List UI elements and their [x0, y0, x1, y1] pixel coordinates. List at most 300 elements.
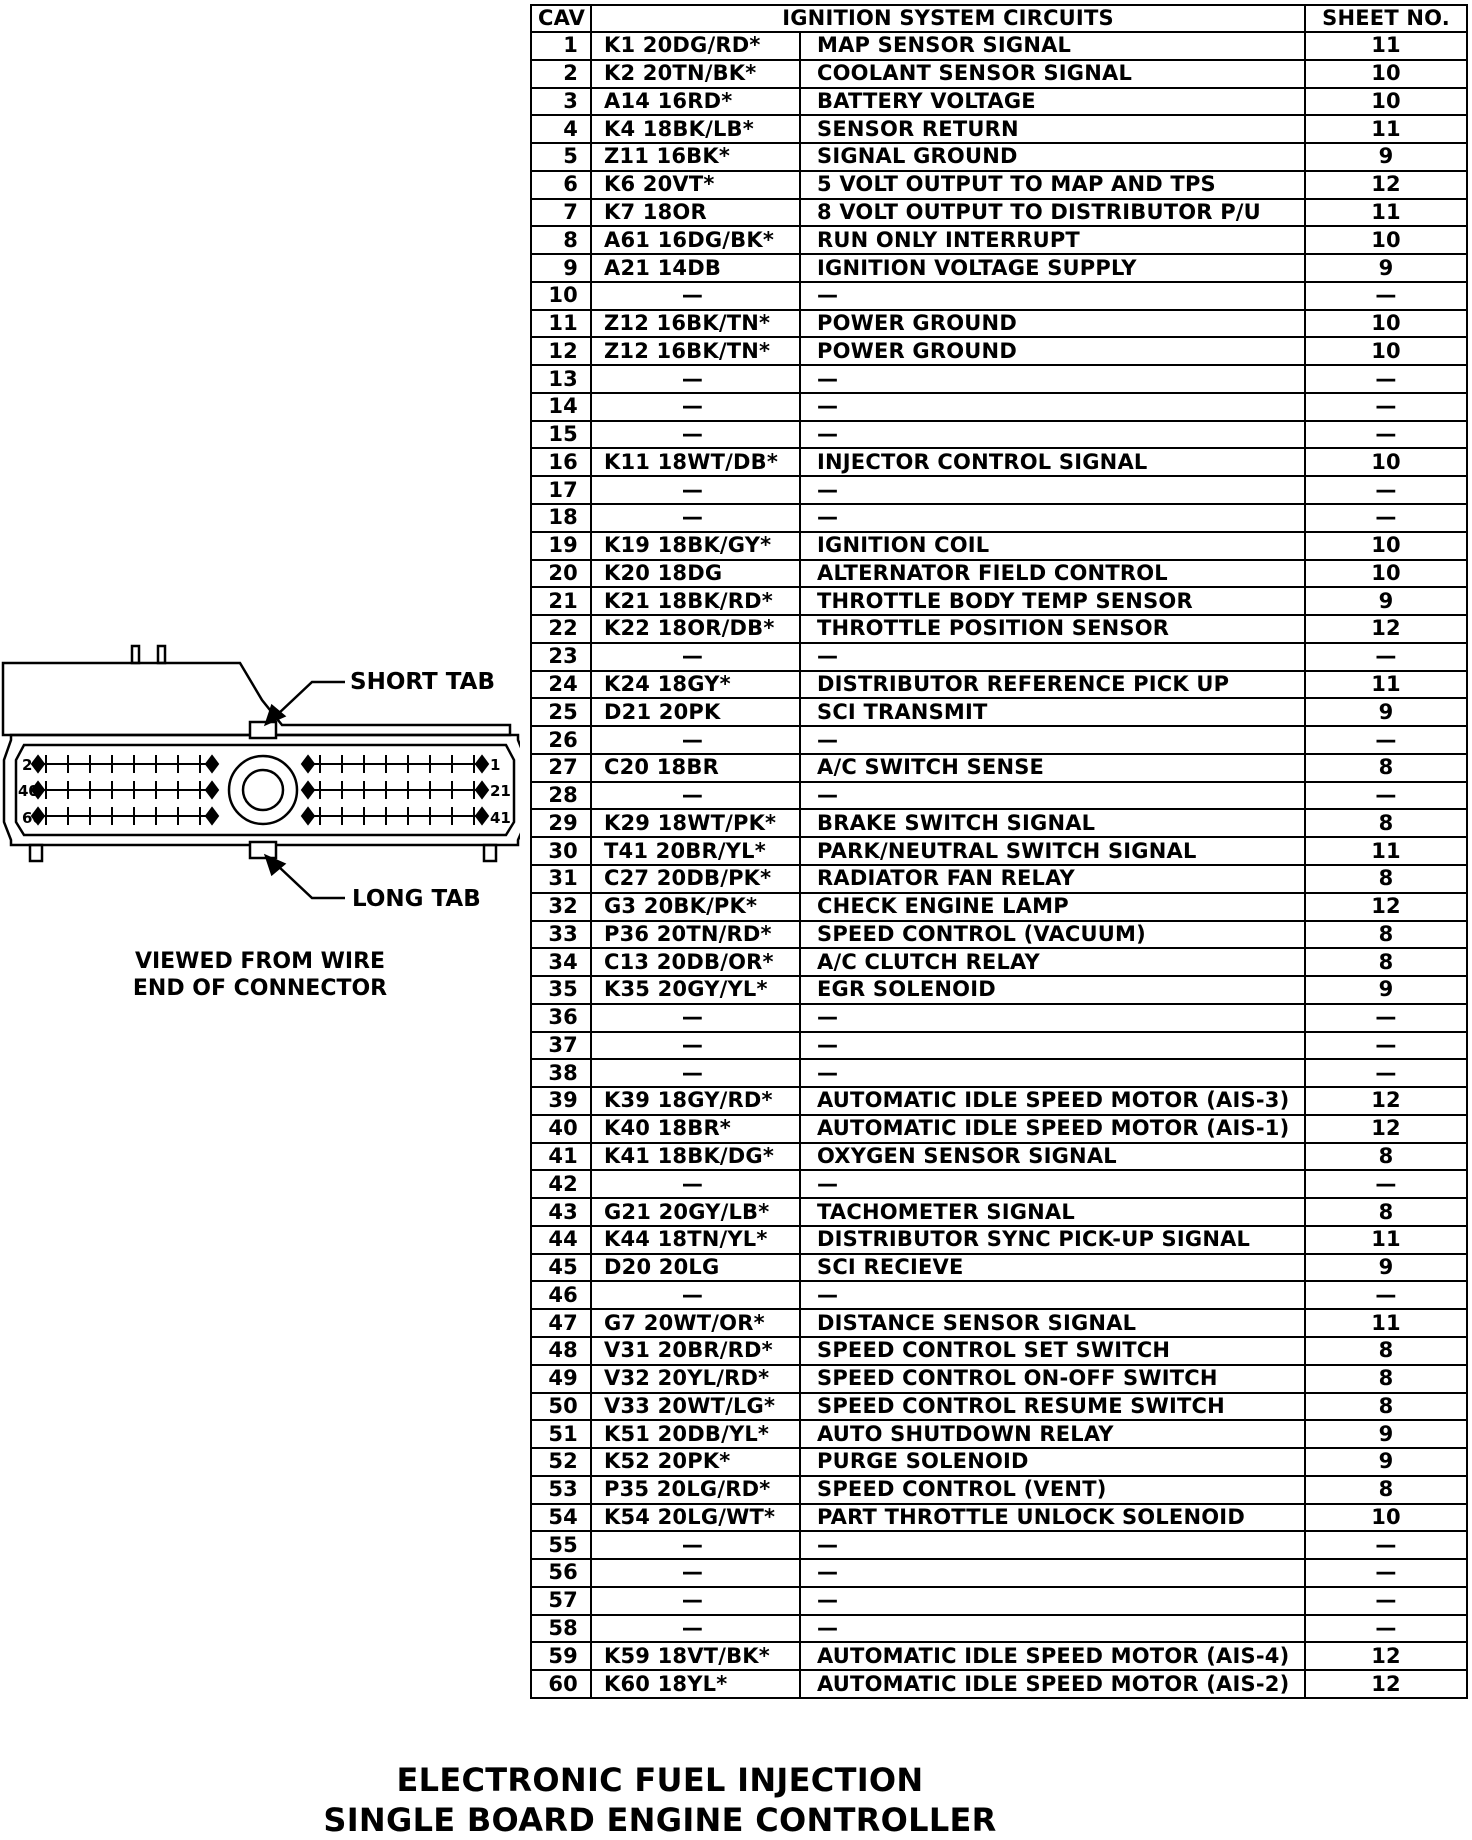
- cav-cell: 11: [531, 310, 591, 338]
- circuit-description-cell: AUTO SHUTDOWN RELAY: [800, 1420, 1305, 1448]
- circuit-description-cell: BATTERY VOLTAGE: [800, 88, 1305, 116]
- cav-cell: 4: [531, 115, 591, 143]
- sheet-number-cell: 12: [1305, 1670, 1467, 1698]
- short-tab: [250, 722, 276, 738]
- table-row: [531, 1115, 1467, 1143]
- table-row: [531, 1420, 1467, 1448]
- cav-cell: 43: [531, 1198, 591, 1226]
- wire-code-cell: G21 20GY/LB*: [591, 1198, 800, 1226]
- table-row: [531, 1559, 1467, 1587]
- sheet-number-cell: 10: [1305, 1504, 1467, 1532]
- title-line-1: ELECTRONIC FUEL INJECTION: [396, 1761, 924, 1799]
- wire-code-cell: —: [591, 1170, 800, 1198]
- table-row: [531, 504, 1467, 532]
- sheet-number-cell: —: [1305, 282, 1467, 310]
- sheet-number-cell: —: [1305, 365, 1467, 393]
- table-row: [531, 226, 1467, 254]
- circuit-description-cell: SCI RECIEVE: [800, 1254, 1305, 1282]
- table-row: [531, 1476, 1467, 1504]
- wire-code-cell: Z12 16BK/TN*: [591, 337, 800, 365]
- sheet-number-cell: 12: [1305, 171, 1467, 199]
- table-row: [531, 1198, 1467, 1226]
- pin-keyway-diamond: [302, 782, 314, 798]
- circuit-description-cell: —: [800, 643, 1305, 671]
- table-row: [531, 1143, 1467, 1171]
- short-tab-leader: [278, 682, 345, 714]
- cav-cell: 39: [531, 1087, 591, 1115]
- cav-cell: 35: [531, 976, 591, 1004]
- cav-cell: 54: [531, 1504, 591, 1532]
- sheet-number-cell: 10: [1305, 310, 1467, 338]
- pin-label-20: 20: [22, 756, 43, 774]
- circuit-description-cell: —: [800, 1615, 1305, 1643]
- sheet-number-cell: —: [1305, 476, 1467, 504]
- cav-cell: 56: [531, 1559, 591, 1587]
- circuit-description-cell: AUTOMATIC IDLE SPEED MOTOR (AIS-4): [800, 1642, 1305, 1670]
- table-row: [531, 837, 1467, 865]
- wire-code-cell: K4 18BK/LB*: [591, 115, 800, 143]
- circuit-description-cell: MAP SENSOR SIGNAL: [800, 32, 1305, 60]
- wire-code-cell: —: [591, 393, 800, 421]
- pinout-table: [530, 4, 1468, 1699]
- circuit-description-cell: A/C CLUTCH RELAY: [800, 948, 1305, 976]
- wire-code-cell: K29 18WT/PK*: [591, 809, 800, 837]
- table-row: [531, 1642, 1467, 1670]
- wire-code-cell: K6 20VT*: [591, 171, 800, 199]
- circuit-description-cell: POWER GROUND: [800, 337, 1305, 365]
- cav-cell: 53: [531, 1476, 591, 1504]
- wire-code-cell: K7 18OR: [591, 199, 800, 227]
- pin-keyway-diamond: [206, 808, 218, 824]
- sheet-number-cell: 10: [1305, 448, 1467, 476]
- pin-label-41: 41: [490, 809, 511, 827]
- cav-cell: 46: [531, 1281, 591, 1309]
- sheet-number-cell: —: [1305, 1615, 1467, 1643]
- circuit-description-cell: AUTOMATIC IDLE SPEED MOTOR (AIS-2): [800, 1670, 1305, 1698]
- circuit-description-cell: —: [800, 365, 1305, 393]
- table-row: [531, 1448, 1467, 1476]
- sheet-number-cell: 12: [1305, 1642, 1467, 1670]
- table-row: [531, 726, 1467, 754]
- cav-cell: 59: [531, 1642, 591, 1670]
- circuit-description-cell: —: [800, 1032, 1305, 1060]
- sheet-number-cell: —: [1305, 1004, 1467, 1032]
- wire-code-cell: A21 14DB: [591, 254, 800, 282]
- sheet-number-cell: 8: [1305, 921, 1467, 949]
- table-header-row: [531, 5, 1467, 32]
- table-row: [531, 1337, 1467, 1365]
- wire-code-cell: —: [591, 1059, 800, 1087]
- wire-code-cell: K2 20TN/BK*: [591, 60, 800, 88]
- circuit-description-cell: 8 VOLT OUTPUT TO DISTRIBUTOR P/U: [800, 199, 1305, 227]
- sheet-number-cell: 8: [1305, 1393, 1467, 1421]
- table-row: [531, 921, 1467, 949]
- center-boss-inner: [243, 770, 283, 810]
- housing-post: [158, 646, 165, 663]
- table-row: [531, 1004, 1467, 1032]
- table-row: [531, 254, 1467, 282]
- table-row: [531, 809, 1467, 837]
- wire-code-cell: V33 20WT/LG*: [591, 1393, 800, 1421]
- sheet-number-cell: 8: [1305, 948, 1467, 976]
- cav-cell: 9: [531, 254, 591, 282]
- circuit-description-cell: PARK/NEUTRAL SWITCH SIGNAL: [800, 837, 1305, 865]
- table-row: [531, 282, 1467, 310]
- cav-cell: 60: [531, 1670, 591, 1698]
- circuit-description-cell: BRAKE SWITCH SIGNAL: [800, 809, 1305, 837]
- circuit-description-cell: —: [800, 1587, 1305, 1615]
- cav-cell: 6: [531, 171, 591, 199]
- sheet-number-cell: 8: [1305, 809, 1467, 837]
- sheet-number-cell: 11: [1305, 115, 1467, 143]
- circuit-description-cell: SCI TRANSMIT: [800, 698, 1305, 726]
- sheet-number-cell: 10: [1305, 88, 1467, 116]
- table-row: [531, 1281, 1467, 1309]
- sheet-number-cell: 10: [1305, 226, 1467, 254]
- cav-cell: 55: [531, 1531, 591, 1559]
- wire-code-cell: C20 18BR: [591, 754, 800, 782]
- diagram-title: [300, 1760, 1020, 1840]
- circuit-description-cell: —: [800, 1059, 1305, 1087]
- wire-code-cell: D20 20LG: [591, 1254, 800, 1282]
- header-sheet: SHEET NO.: [1305, 5, 1467, 32]
- sheet-number-cell: 8: [1305, 1143, 1467, 1171]
- circuit-description-cell: —: [800, 1531, 1305, 1559]
- sheet-number-cell: 10: [1305, 337, 1467, 365]
- wire-code-cell: —: [591, 643, 800, 671]
- sheet-number-cell: 10: [1305, 60, 1467, 88]
- sheet-number-cell: —: [1305, 1531, 1467, 1559]
- table-row: [531, 1615, 1467, 1643]
- pinout-table-body: [531, 32, 1467, 1698]
- circuit-description-cell: A/C SWITCH SENSE: [800, 754, 1305, 782]
- table-row: [531, 1170, 1467, 1198]
- circuit-description-cell: —: [800, 421, 1305, 449]
- long-tab-label: LONG TAB: [352, 886, 481, 912]
- sheet-number-cell: —: [1305, 643, 1467, 671]
- table-row: [531, 976, 1467, 1004]
- table-row: [531, 1365, 1467, 1393]
- wire-code-cell: —: [591, 1531, 800, 1559]
- wire-code-cell: K11 18WT/DB*: [591, 448, 800, 476]
- table-row: [531, 1587, 1467, 1615]
- short-tab-label: SHORT TAB: [350, 669, 495, 695]
- table-row: [531, 1254, 1467, 1282]
- sheet-number-cell: —: [1305, 1559, 1467, 1587]
- cav-cell: 41: [531, 1143, 591, 1171]
- pin-keyway-diamond: [476, 782, 488, 798]
- circuit-description-cell: THROTTLE POSITION SENSOR: [800, 615, 1305, 643]
- sheet-number-cell: 8: [1305, 1337, 1467, 1365]
- pin-keyway-diamond: [206, 782, 218, 798]
- sheet-number-cell: —: [1305, 1587, 1467, 1615]
- sheet-number-cell: 11: [1305, 1309, 1467, 1337]
- cav-cell: 2: [531, 60, 591, 88]
- circuit-description-cell: EGR SOLENOID: [800, 976, 1305, 1004]
- cav-cell: 14: [531, 393, 591, 421]
- circuit-description-cell: —: [800, 504, 1305, 532]
- table-row: [531, 643, 1467, 671]
- sheet-number-cell: 8: [1305, 1365, 1467, 1393]
- header-cav: CAV: [531, 5, 591, 32]
- cav-cell: 8: [531, 226, 591, 254]
- cav-cell: 23: [531, 643, 591, 671]
- circuit-description-cell: —: [800, 476, 1305, 504]
- wire-code-cell: —: [591, 782, 800, 810]
- sheet-number-cell: 11: [1305, 32, 1467, 60]
- pin-keyway-diamond: [206, 756, 218, 772]
- circuit-description-cell: RUN ONLY INTERRUPT: [800, 226, 1305, 254]
- circuit-description-cell: DISTANCE SENSOR SIGNAL: [800, 1309, 1305, 1337]
- pin-keyway-diamond: [302, 808, 314, 824]
- table-row: [531, 587, 1467, 615]
- table-row: [531, 532, 1467, 560]
- sheet-number-cell: 10: [1305, 560, 1467, 588]
- circuit-description-cell: 5 VOLT OUTPUT TO MAP AND TPS: [800, 171, 1305, 199]
- table-row: [531, 1032, 1467, 1060]
- cav-cell: 32: [531, 893, 591, 921]
- cav-cell: 5: [531, 143, 591, 171]
- sheet-number-cell: 12: [1305, 615, 1467, 643]
- circuit-description-cell: CHECK ENGINE LAMP: [800, 893, 1305, 921]
- wire-code-cell: —: [591, 365, 800, 393]
- cav-cell: 25: [531, 698, 591, 726]
- table-row: [531, 948, 1467, 976]
- table-row: [531, 1309, 1467, 1337]
- cav-cell: 50: [531, 1393, 591, 1421]
- wire-code-cell: —: [591, 282, 800, 310]
- sheet-number-cell: 8: [1305, 754, 1467, 782]
- cav-cell: 27: [531, 754, 591, 782]
- wire-code-cell: K35 20GY/YL*: [591, 976, 800, 1004]
- wire-code-cell: K21 18BK/RD*: [591, 587, 800, 615]
- table-row: [531, 88, 1467, 116]
- cav-cell: 51: [531, 1420, 591, 1448]
- wire-code-cell: K60 18YL*: [591, 1670, 800, 1698]
- cav-cell: 10: [531, 282, 591, 310]
- title-line-2: SINGLE BOARD ENGINE CONTROLLER: [323, 1801, 997, 1839]
- table-row: [531, 310, 1467, 338]
- sheet-number-cell: 9: [1305, 254, 1467, 282]
- circuit-description-cell: SPEED CONTROL SET SWITCH: [800, 1337, 1305, 1365]
- circuit-description-cell: IGNITION VOLTAGE SUPPLY: [800, 254, 1305, 282]
- sheet-number-cell: 11: [1305, 671, 1467, 699]
- circuit-description-cell: IGNITION COIL: [800, 532, 1305, 560]
- table-row: [531, 365, 1467, 393]
- sheet-number-cell: 11: [1305, 837, 1467, 865]
- pin-label-1: 1: [490, 756, 501, 774]
- sheet-number-cell: —: [1305, 504, 1467, 532]
- wire-code-cell: K51 20DB/YL*: [591, 1420, 800, 1448]
- wire-code-cell: P36 20TN/RD*: [591, 921, 800, 949]
- sheet-number-cell: —: [1305, 782, 1467, 810]
- cav-cell: 52: [531, 1448, 591, 1476]
- cav-cell: 7: [531, 199, 591, 227]
- wire-code-cell: P35 20LG/RD*: [591, 1476, 800, 1504]
- cav-cell: 34: [531, 948, 591, 976]
- connector-foot: [484, 845, 496, 861]
- view-orientation-note: [110, 948, 410, 1002]
- sheet-number-cell: 9: [1305, 587, 1467, 615]
- view-note-line-1: VIEWED FROM WIRE: [134, 949, 386, 974]
- sheet-number-cell: 12: [1305, 893, 1467, 921]
- table-row: [531, 393, 1467, 421]
- circuit-description-cell: RADIATOR FAN RELAY: [800, 865, 1305, 893]
- wire-code-cell: —: [591, 504, 800, 532]
- cav-cell: 47: [531, 1309, 591, 1337]
- sheet-number-cell: 12: [1305, 1087, 1467, 1115]
- table-row: [531, 476, 1467, 504]
- cav-cell: 24: [531, 671, 591, 699]
- circuit-description-cell: INJECTOR CONTROL SIGNAL: [800, 448, 1305, 476]
- sheet-number-cell: 9: [1305, 1420, 1467, 1448]
- table-row: [531, 448, 1467, 476]
- table-row: [531, 115, 1467, 143]
- sheet-number-cell: 9: [1305, 698, 1467, 726]
- connector-foot: [30, 845, 42, 861]
- wire-code-cell: K40 18BR*: [591, 1115, 800, 1143]
- circuit-description-cell: —: [800, 282, 1305, 310]
- circuit-description-cell: OXYGEN SENSOR SIGNAL: [800, 1143, 1305, 1171]
- wire-code-cell: —: [591, 1004, 800, 1032]
- cav-cell: 40: [531, 1115, 591, 1143]
- wire-code-cell: V31 20BR/RD*: [591, 1337, 800, 1365]
- table-row: [531, 754, 1467, 782]
- cav-cell: 49: [531, 1365, 591, 1393]
- table-row: [531, 60, 1467, 88]
- circuit-description-cell: SIGNAL GROUND: [800, 143, 1305, 171]
- cav-cell: 29: [531, 809, 591, 837]
- wire-code-cell: A61 16DG/BK*: [591, 226, 800, 254]
- cav-cell: 28: [531, 782, 591, 810]
- sheet-number-cell: 8: [1305, 1198, 1467, 1226]
- sheet-number-cell: 9: [1305, 1254, 1467, 1282]
- wire-code-cell: —: [591, 1587, 800, 1615]
- circuit-description-cell: DISTRIBUTOR SYNC PICK-UP SIGNAL: [800, 1226, 1305, 1254]
- table-row: [531, 421, 1467, 449]
- wire-code-cell: K41 18BK/DG*: [591, 1143, 800, 1171]
- sheet-number-cell: 11: [1305, 199, 1467, 227]
- cav-cell: 3: [531, 88, 591, 116]
- wire-code-cell: K1 20DG/RD*: [591, 32, 800, 60]
- circuit-description-cell: —: [800, 726, 1305, 754]
- wire-code-cell: Z11 16BK*: [591, 143, 800, 171]
- cav-cell: 19: [531, 532, 591, 560]
- cav-cell: 38: [531, 1059, 591, 1087]
- sheet-number-cell: 10: [1305, 532, 1467, 560]
- sheet-number-cell: 11: [1305, 1226, 1467, 1254]
- table-row: [531, 171, 1467, 199]
- cav-cell: 13: [531, 365, 591, 393]
- sheet-number-cell: —: [1305, 421, 1467, 449]
- cav-cell: 30: [531, 837, 591, 865]
- circuit-description-cell: AUTOMATIC IDLE SPEED MOTOR (AIS-1): [800, 1115, 1305, 1143]
- wire-code-cell: K24 18GY*: [591, 671, 800, 699]
- table-row: [531, 199, 1467, 227]
- table-row: [531, 560, 1467, 588]
- long-tab: [250, 842, 276, 858]
- wire-code-cell: K52 20PK*: [591, 1448, 800, 1476]
- wire-code-cell: C13 20DB/OR*: [591, 948, 800, 976]
- wire-code-cell: G3 20BK/PK*: [591, 893, 800, 921]
- cav-cell: 18: [531, 504, 591, 532]
- pin-label-40: 40: [18, 782, 39, 800]
- cav-cell: 48: [531, 1337, 591, 1365]
- wire-code-cell: K44 18TN/YL*: [591, 1226, 800, 1254]
- cav-cell: 42: [531, 1170, 591, 1198]
- wire-code-cell: K54 20LG/WT*: [591, 1504, 800, 1532]
- circuit-description-cell: —: [800, 1559, 1305, 1587]
- circuit-description-cell: PURGE SOLENOID: [800, 1448, 1305, 1476]
- pin-keyway-diamond: [476, 808, 488, 824]
- table-row: [531, 698, 1467, 726]
- pin-keyway-diamond: [302, 756, 314, 772]
- circuit-description-cell: —: [800, 1170, 1305, 1198]
- circuit-description-cell: SENSOR RETURN: [800, 115, 1305, 143]
- cav-cell: 20: [531, 560, 591, 588]
- cav-cell: 12: [531, 337, 591, 365]
- cav-cell: 57: [531, 1587, 591, 1615]
- wire-code-cell: G7 20WT/OR*: [591, 1309, 800, 1337]
- circuit-description-cell: SPEED CONTROL (VENT): [800, 1476, 1305, 1504]
- sheet-number-cell: —: [1305, 1032, 1467, 1060]
- header-circuits: IGNITION SYSTEM CIRCUITS: [591, 5, 1305, 32]
- sheet-number-cell: 8: [1305, 1476, 1467, 1504]
- cav-cell: 16: [531, 448, 591, 476]
- table-row: [531, 1670, 1467, 1698]
- cav-cell: 45: [531, 1254, 591, 1282]
- table-row: [531, 1059, 1467, 1087]
- circuit-description-cell: AUTOMATIC IDLE SPEED MOTOR (AIS-3): [800, 1087, 1305, 1115]
- circuit-description-cell: SPEED CONTROL (VACUUM): [800, 921, 1305, 949]
- wire-code-cell: —: [591, 476, 800, 504]
- circuit-description-cell: COOLANT SENSOR SIGNAL: [800, 60, 1305, 88]
- cav-cell: 17: [531, 476, 591, 504]
- wire-code-cell: D21 20PK: [591, 698, 800, 726]
- table-row: [531, 865, 1467, 893]
- sheet-number-cell: 9: [1305, 1448, 1467, 1476]
- circuit-description-cell: THROTTLE BODY TEMP SENSOR: [800, 587, 1305, 615]
- wire-code-cell: —: [591, 1281, 800, 1309]
- cav-cell: 31: [531, 865, 591, 893]
- table-row: [531, 1226, 1467, 1254]
- circuit-description-cell: —: [800, 1004, 1305, 1032]
- wire-code-cell: K22 18OR/DB*: [591, 615, 800, 643]
- cav-cell: 21: [531, 587, 591, 615]
- pin-label-21: 21: [490, 782, 511, 800]
- table-row: [531, 1087, 1467, 1115]
- sheet-number-cell: 12: [1305, 1115, 1467, 1143]
- table-row: [531, 893, 1467, 921]
- circuit-description-cell: ALTERNATOR FIELD CONTROL: [800, 560, 1305, 588]
- wire-code-cell: T41 20BR/YL*: [591, 837, 800, 865]
- wire-code-cell: V32 20YL/RD*: [591, 1365, 800, 1393]
- wire-code-cell: K39 18GY/RD*: [591, 1087, 800, 1115]
- wire-code-cell: A14 16RD*: [591, 88, 800, 116]
- cav-cell: 26: [531, 726, 591, 754]
- wire-code-cell: —: [591, 1559, 800, 1587]
- cav-cell: 44: [531, 1226, 591, 1254]
- sheet-number-cell: —: [1305, 1281, 1467, 1309]
- cav-cell: 33: [531, 921, 591, 949]
- table-row: [531, 1531, 1467, 1559]
- cav-cell: 36: [531, 1004, 591, 1032]
- wire-code-cell: —: [591, 421, 800, 449]
- pin-keyway-diamond: [476, 756, 488, 772]
- long-tab-arrow: [266, 856, 284, 874]
- circuit-description-cell: DISTRIBUTOR REFERENCE PICK UP: [800, 671, 1305, 699]
- cav-cell: 58: [531, 1615, 591, 1643]
